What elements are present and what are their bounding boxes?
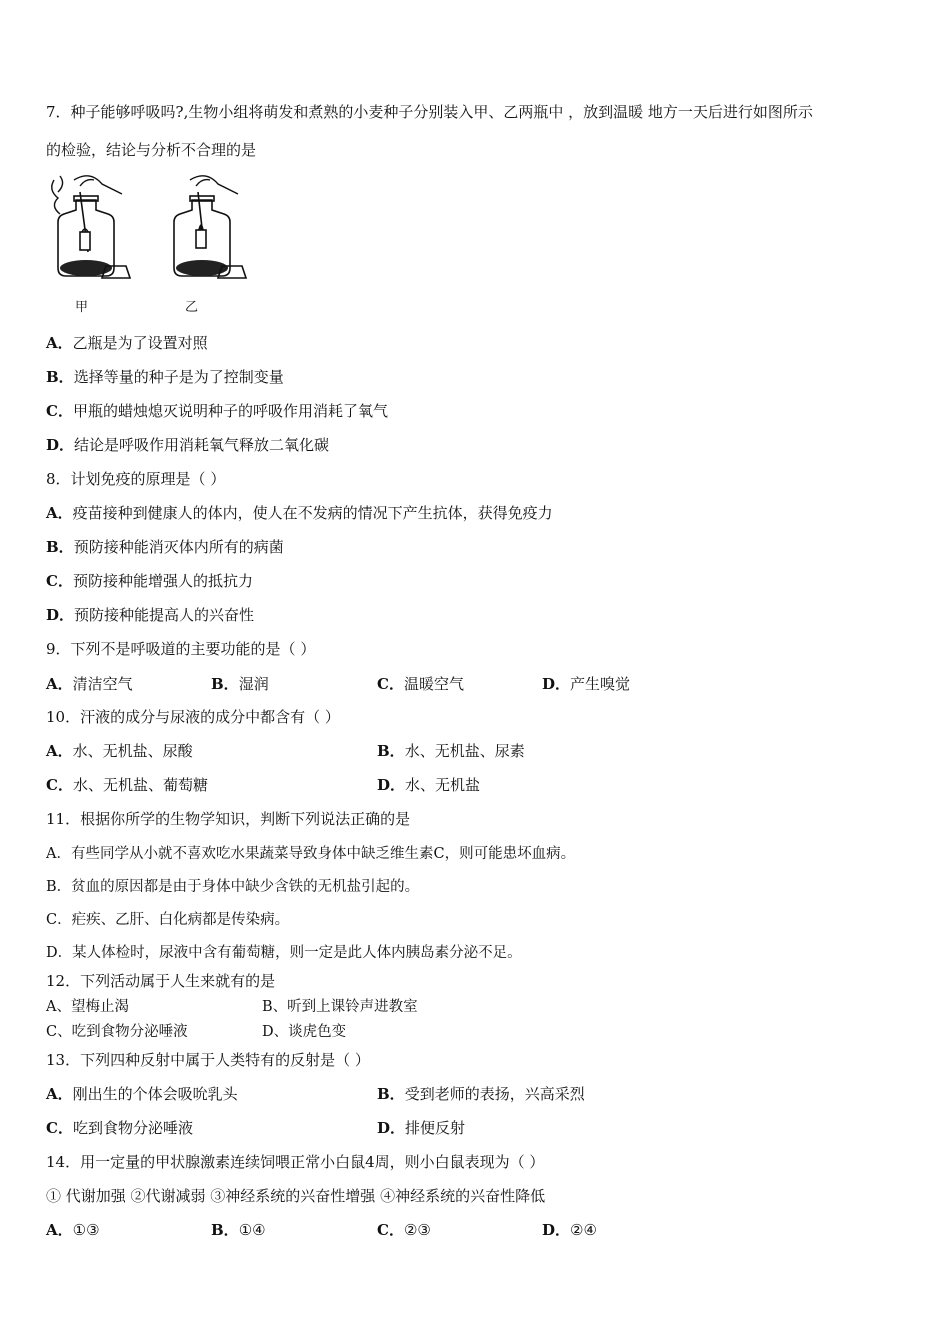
q7-option-b: B．选择等量的种子是为了控制变量 — [46, 368, 284, 386]
q11-option-a: A．有些同学从小就不喜欢吃水果蔬菜导致身体中缺乏维生素C，则可能患坏血病。 — [46, 846, 576, 862]
q8-option-c: C．预防接种能增强人的抵抗力 — [46, 572, 253, 590]
q7-stem-line2: 的检验，结论与分析不合理的是 — [46, 141, 257, 159]
q12-option-b: B、听到上课铃声进教室 — [262, 999, 418, 1015]
q14-option-b: B．①④ — [211, 1221, 266, 1239]
q10-option-c: C．水、无机盐、葡萄糖 — [46, 776, 208, 794]
q10-stem: 10．汗液的成分与尿液的成分中都含有（ ） — [46, 708, 340, 726]
q14-option-c: C．②③ — [377, 1221, 431, 1239]
q7-option-c: C．甲瓶的蜡烛熄灭说明种子的呼吸作用消耗了氧气 — [46, 402, 388, 420]
q12-stem: 12．下列活动属于人生来就有的是 — [46, 972, 276, 990]
q12-option-d: D、谈虎色变 — [262, 1024, 347, 1040]
q8-option-b: B．预防接种能消灭体内所有的病菌 — [46, 538, 284, 556]
q13-option-a: A．刚出生的个体会吸吮乳头 — [46, 1085, 238, 1103]
q9-option-c: C．温暖空气 — [377, 675, 464, 693]
q9-option-b: B．湿润 — [211, 675, 269, 693]
q14-option-a: A．①③ — [46, 1221, 100, 1239]
q10-option-d: D．水、无机盐 — [377, 776, 481, 794]
figure-label-jia: 甲 — [75, 300, 89, 315]
q7-stem-line1: 7．种子能够呼吸吗?,生物小组将萌发和煮熟的小麦种子分别装入甲、乙两瓶中 ，放到温暖 地方一天后进行如图所示 — [46, 103, 813, 121]
q13-stem: 13．下列四种反射中属于人类特有的反射是（ ） — [46, 1051, 370, 1069]
q8-option-d: D．预防接种能提高人的兴奋性 — [46, 606, 255, 624]
q12-option-c: C、吃到食物分泌唾液 — [46, 1024, 188, 1040]
q14-stem: 14．用一定量的甲状腺激素连续饲喂正常小白鼠4周，则小白鼠表现为（ ） — [46, 1153, 545, 1171]
q11-option-c: C．疟疾、乙肝、白化病都是传染病。 — [46, 912, 290, 928]
q14-items: ① 代谢加强 ②代谢减弱 ③神经系统的兴奋性增强 ④神经系统的兴奋性降低 — [46, 1187, 546, 1205]
q12-option-a: A、望梅止渴 — [46, 999, 129, 1015]
q13-option-b: B．受到老师的表扬，兴高采烈 — [377, 1085, 585, 1103]
q9-stem: 9．下列不是呼吸道的主要功能的是（ ） — [46, 640, 316, 658]
q13-option-c: C．吃到食物分泌唾液 — [46, 1119, 193, 1137]
q8-option-a: A．疫苗接种到健康人的体内，使人在不发病的情况下产生抗体，获得免疫力 — [46, 504, 553, 522]
q11-option-b: B．贫血的原因都是由于身体中缺少含铁的无机盐引起的。 — [46, 879, 420, 895]
q13-option-d: D．排便反射 — [377, 1119, 466, 1137]
q14-option-d: D．②④ — [542, 1221, 597, 1239]
q11-stem: 11．根据你所学的生物学知识，判断下列说法正确的是 — [46, 810, 411, 828]
figure-label-yi: 乙 — [185, 300, 199, 315]
q10-option-a: A．水、无机盐、尿酸 — [46, 742, 193, 760]
q11-option-d: D．某人体检时，尿液中含有葡萄糖，则一定是此人体内胰岛素分泌不足。 — [46, 945, 522, 961]
q9-option-d: D．产生嗅觉 — [542, 675, 631, 693]
q8-stem: 8．计划免疫的原理是（ ） — [46, 470, 226, 488]
q9-option-a: A．清洁空气 — [46, 675, 133, 693]
q7-option-d: D．结论是呼吸作用消耗氧气释放二氧化碳 — [46, 436, 330, 454]
q7-option-a: A．乙瓶是为了设置对照 — [46, 334, 208, 352]
q10-option-b: B．水、无机盐、尿素 — [377, 742, 525, 760]
